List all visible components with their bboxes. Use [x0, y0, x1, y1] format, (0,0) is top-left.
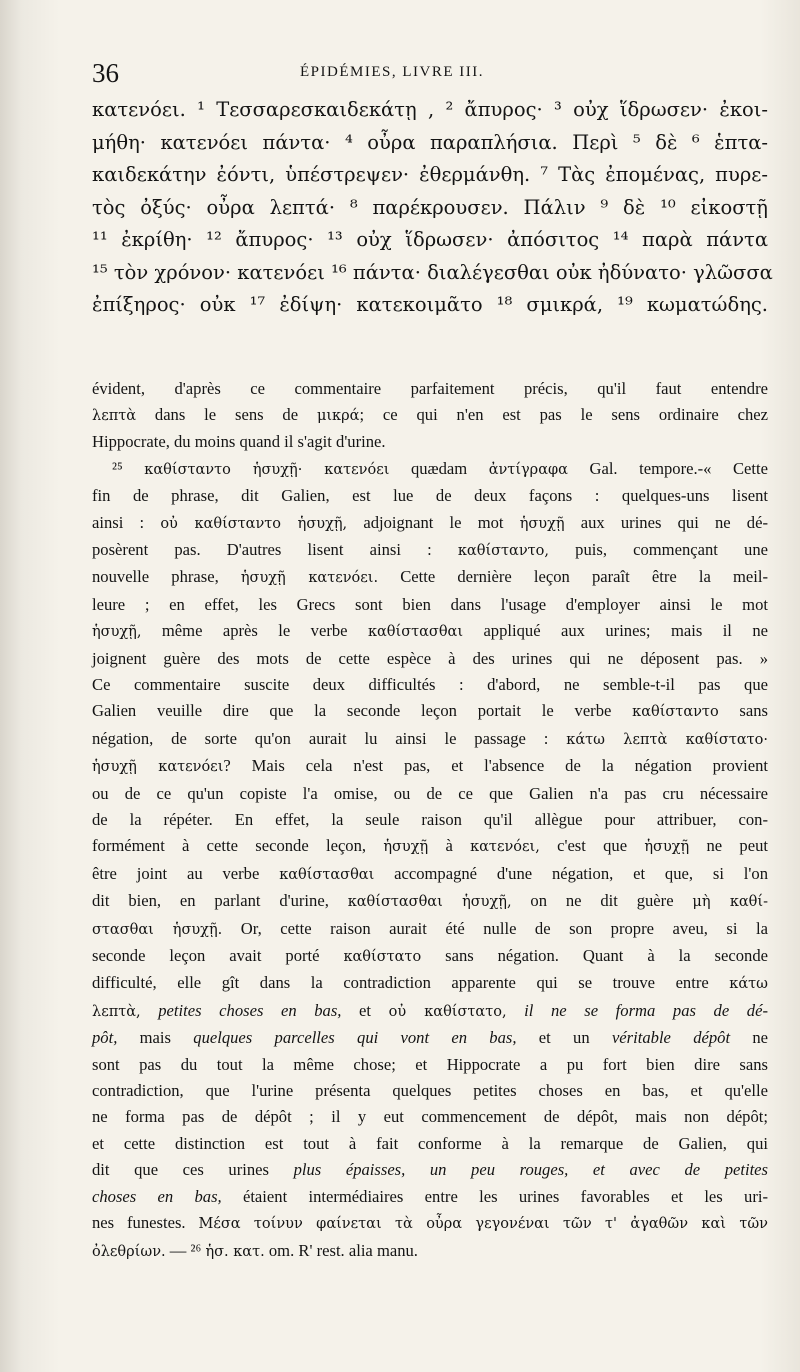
commentary-line: dit bien, en parlant d'urine, καθίστασθαι ἡσυχῇ, on ne dit guère μὴ καθί-: [92, 891, 768, 911]
commentary-line: joignent guère des mots de cette espèce à des urines qui ne déposent pas. »: [92, 648, 768, 668]
commentary-line: λεπτὰ, petites choses en bas, et οὐ καθίστατο, il ne se forma pas de dé-: [92, 1000, 768, 1020]
greek-text-block: [92, 94, 773, 322]
commentary-line: contradiction, que l'urine présenta quelques petites choses en bas, et qu'elle: [92, 1081, 768, 1101]
commentary-line: nouvelle phrase, ἡσυχῇ κατενόει. Cette dernière leçon paraît être la meil-: [92, 567, 768, 587]
greek-line: κατενόει. ¹ Τεσσαρεσκαιδεκάτῃ , ² ἄπυρος· ³ οὐχ ἵδρωσεν· ἐκοι-: [92, 98, 768, 121]
commentary-line: Hippocrate, du moins quand il s'agit d'urine.: [92, 432, 386, 452]
commentary-line: de la répéter. En effet, la seule raison qu'il allègue pour attribuer, con-: [92, 810, 768, 829]
commentary-line: formément à cette seconde leçon, ἡσυχῇ à κατενόει, c'est que ἡσυχῇ ne peut: [92, 836, 768, 856]
commentary-line: ainsi : οὐ καθίσταντο ἡσυχῇ, adjoignant le mot ἡσυχῇ aux urines qui ne dé-: [92, 512, 768, 532]
commentary-line: ou de ce qu'un copiste l'a omise, ou de ce que Galien n'a pas cru nécessaire: [92, 783, 768, 803]
commentary-line: négation, de sorte qu'on aurait lu ainsi le passage : κάτω λεπτὰ καθίστατο·: [92, 728, 769, 748]
page-number: 36: [92, 58, 119, 88]
commentary-line: difficulté, elle gît dans la contradiction apparente qui se trouve entre κάτω: [92, 973, 768, 993]
commentary-line: dit que ces urines plus épaisses, un peu rouges, et avec de petites: [92, 1160, 769, 1180]
commentary-line: ἡσυχῇ κατενόει? Mais cela n'est pas, et l'absence de la négation provient: [92, 756, 768, 776]
commentary-line: λεπτὰ dans le sens de μικρά; ce qui n'en est pas le sens ordinaire chez: [92, 404, 768, 424]
greek-line: ¹⁵ τὸν χρόνον· κατενόει ¹⁶ πάντα· διαλέγεσθαι οὐκ ἠδύνατο· γλῶσσα: [92, 260, 773, 284]
commentary-line: seconde leçon avait porté καθίστατο sans négation. Quant à la seconde: [92, 946, 768, 966]
commentary-line: ne forma pas de dépôt ; il y eut commencement de dépôt, mais non dépôt;: [92, 1107, 768, 1127]
commentary-line: pôt, mais quelques parcelles qui vont en bas, et un véritable dépôt ne: [92, 1028, 769, 1048]
page-header: [92, 58, 768, 88]
commentary-line: sont pas du tout la même chose; et Hippocrate a pu fort bien dire sans: [92, 1054, 768, 1074]
commentary-line: évident, d'après ce commentaire parfaitement précis, qu'il faut entendre: [92, 378, 768, 398]
commentary-line: ὀλεθρίων. — ²⁶ ἡσ. κατ. om. R' rest. alia manu.: [92, 1240, 418, 1260]
greek-line: ¹¹ ἐκρίθη· ¹² ἄπυρος· ¹³ οὐχ ἵδρωσεν· ἀπόσιτος ¹⁴ παρὰ πάντα: [92, 228, 768, 251]
greek-line: τὸς ὀξύς· οὖρα λεπτά· ⁸ παρέκρουσεν. Πάλιν ⁹ δὲ ¹⁰ εἰκοστῇ: [92, 195, 768, 219]
running-title: ÉPIDÉMIES, LIVRE III.: [300, 64, 484, 80]
commentary-line: Galien veuille dire que la seconde leçon portait le verbe καθίσταντο sans: [92, 701, 768, 721]
commentary-line: nes funestes. Μέσα τοίνυν φαίνεται τὰ οὖρα γεγονέναι τῶν τ' ἀγαθῶν καὶ τῶν: [92, 1213, 768, 1233]
commentary-line: Ce commentaire suscite deux difficultés : d'abord, ne semble-t-il pas que: [92, 674, 768, 694]
commentary-line: et cette distinction est tout à fait conforme à la remarque de Galien, qui: [92, 1133, 768, 1153]
commentary-line: ἡσυχῇ, même après le verbe καθίστασθαι appliqué aux urines; mais il ne: [92, 621, 768, 641]
footnote-line: ²⁵ καθίσταντο ἡσυχῇ· κατενόει quædam ἀντίγραφα Gal. tempore.-« Cette: [112, 458, 768, 478]
greek-line: καιδεκάτην ἐόντι, ὑπέστρεψεν· ἐθερμάνθη. ⁷ Τὰς ἐπομένας, πυρε-: [92, 163, 768, 186]
commentary-line: στασθαι ἡσυχῇ. Or, cette raison aurait été nulle de son propre aveu, si la: [92, 918, 768, 938]
greek-line: μήθη· κατενόει πάντα· ⁴ οὖρα παραπλήσια. Περὶ ⁵ δὲ ⁶ ἑπτα-: [92, 130, 768, 154]
commentary-block: [92, 376, 768, 1265]
commentary-line: choses en bas, étaient intermédiaires entre les urines favorables et les uri-: [92, 1186, 768, 1206]
commentary-line: être joint au verbe καθίστασθαι accompagné d'une négation, et que, si l'on: [92, 863, 768, 883]
commentary-line: fin de phrase, dit Galien, est lue de deux façons : quelques-uns lisent: [92, 486, 768, 506]
commentary-line: posèrent pas. D'autres lisent ainsi : καθίσταντο, puis, commençant une: [92, 539, 768, 559]
commentary-line: leure ; en effet, les Grecs sont bien dans l'usage d'employer ainsi le mot: [92, 594, 768, 614]
greek-line: ἐπίξηρος· οὐκ ¹⁷ ἐδίψη· κατεκοιμᾶτο ¹⁸ σμικρά, ¹⁹ κωματώδης.: [92, 293, 768, 316]
